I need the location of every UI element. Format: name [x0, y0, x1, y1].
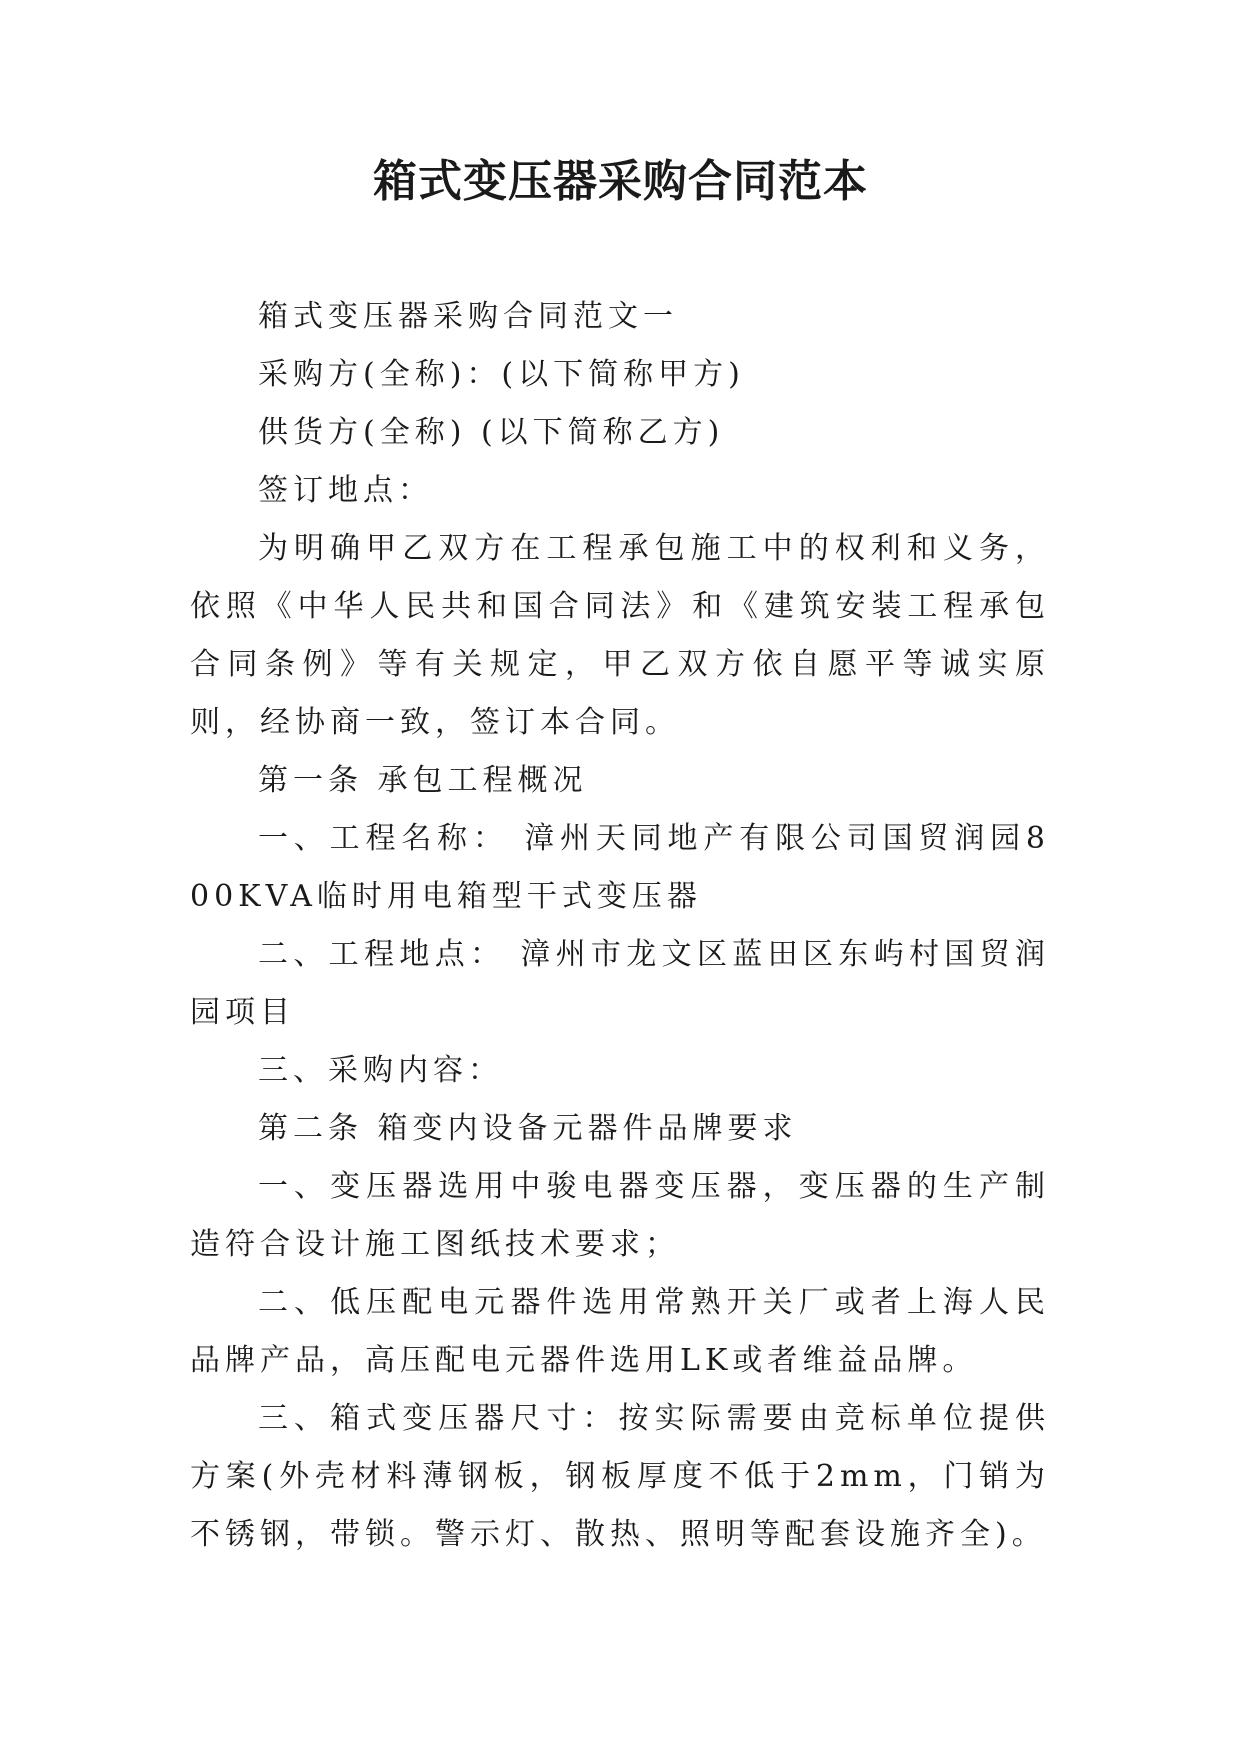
paragraph-project-location: 二、工程地点： 漳州市龙文区蓝田区东屿村国贸润园项目 [190, 937, 1050, 1030]
paragraph-transformer-brand: 一、变压器选用中骏电器变压器，变压器的生产制造符合设计施工图纸技术要求； [190, 1169, 1050, 1262]
document-body [190, 288, 1050, 1564]
paragraph-buyer: 采购方(全称)：(以下简称甲方) [258, 357, 745, 392]
paragraph-signing-place: 签订地点： [258, 473, 433, 508]
document-title: 箱式变压器采购合同范本 [373, 156, 868, 207]
paragraph-preamble: 为明确甲乙双方在工程承包施工中的权利和义务，依照《中华人民共和国合同法》和《建筑安装工程承包合同条例》等有关规定，甲乙双方依自愿平等诚实原则，经协商一致，签订本合同。 [190, 531, 1050, 740]
paragraph-box-dimensions: 三、箱式变压器尺寸：按实际需要由竞标单位提供方案(外壳材料薄钢板，钢板厚度不低于2mm，门销为不锈钢，带锁。警示灯、散热、照明等配套设施齐全)。 [190, 1401, 1050, 1552]
paragraph-procurement-content: 三、采购内容： [258, 1053, 503, 1088]
paragraph-article-2: 第二条 箱变内设备元器件品牌要求 [258, 1111, 798, 1146]
paragraph-article-1: 第一条 承包工程概况 [258, 763, 588, 798]
paragraph-project-name: 一、工程名称： 漳州天同地产有限公司国贸润园800KVA临时用电箱型干式变压器 [190, 821, 1050, 914]
paragraph-component-brands: 二、低压配电元器件选用常熟开关厂或者上海人民品牌产品，高压配电元器件选用LK或者维益品牌。 [190, 1285, 1050, 1378]
paragraph-supplier: 供货方(全称) (以下简称乙方) [258, 415, 725, 450]
paragraph-contract-heading: 箱式变压器采购合同范文一 [258, 299, 678, 334]
